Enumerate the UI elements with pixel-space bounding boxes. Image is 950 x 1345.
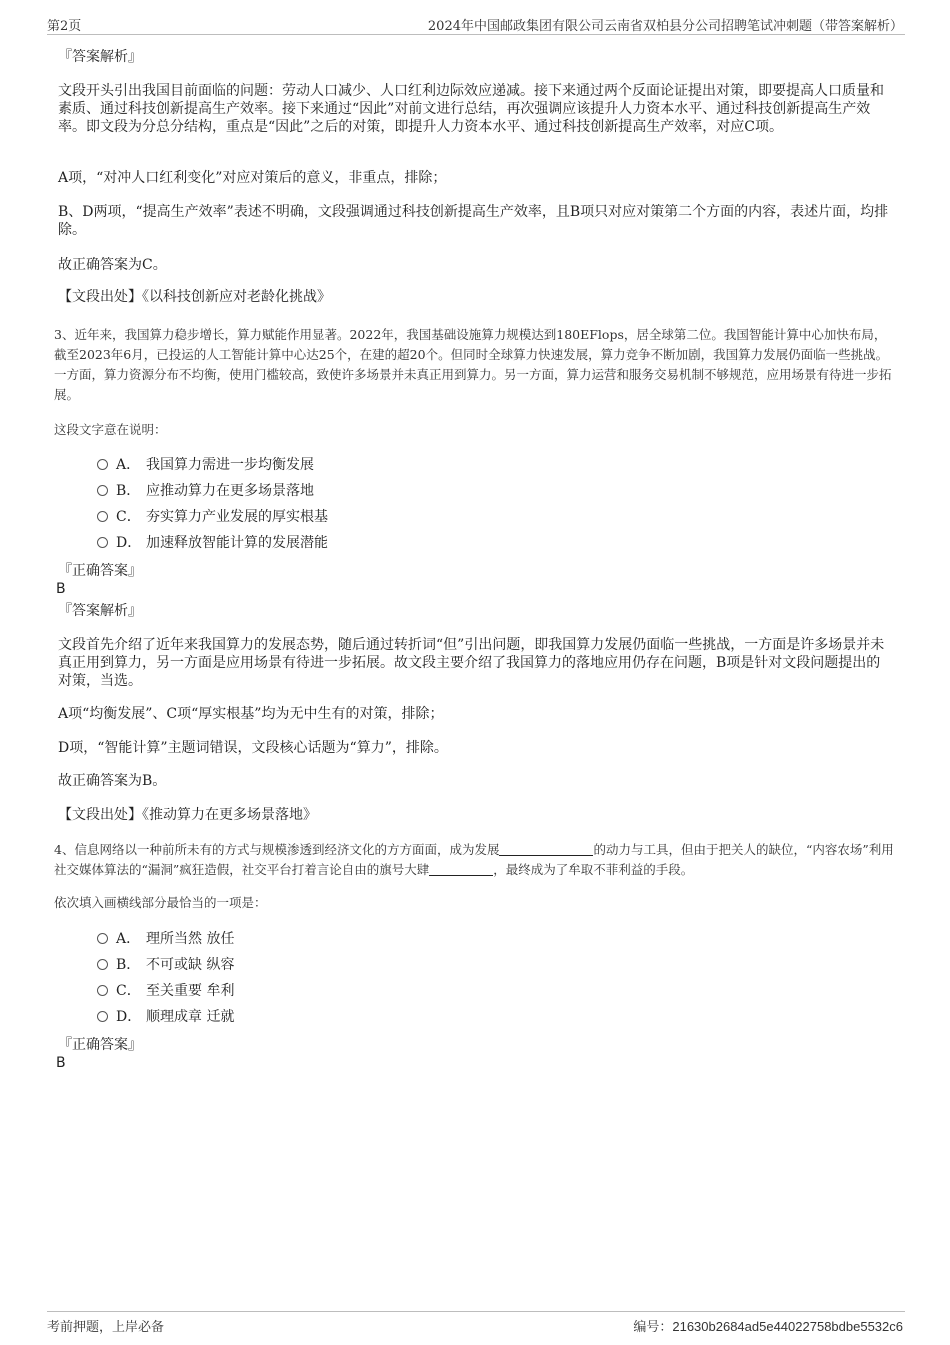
q4-question: 依次填入画横线部分最恰当的一项是： <box>54 895 267 910</box>
q3-analysis-paragraph-2: A项“均衡发展”、C项“厚实根基”均为无中生有的对策，排除； <box>58 706 444 722</box>
q4-blank-2 <box>429 862 493 876</box>
q4-stem: 4、信息网络以一种前所未有的方式与规模渗透到经济文化的方方面面，成为发展 的动力与工具，但由于把关人的缺位，“内容农场”利用社交媒体算法的“漏洞”疯狂造假，社交平台打着言论自由的旗号大肆 ，最终成为了牟取不菲利益的手段。 <box>54 842 894 877</box>
q4-answer-label: 『正确答案』 <box>58 1037 142 1053</box>
q3-option-b[interactable]: B． 应推动算力在更多场景落地 <box>97 482 314 500</box>
document-title: 2024年中国邮政集团有限公司云南省双柏县分公司招聘笔试冲刺题（带答案解析） <box>427 19 903 34</box>
radio-icon[interactable] <box>97 933 108 944</box>
radio-icon[interactable] <box>97 459 108 470</box>
page-number: 第2页 <box>47 19 82 34</box>
q3-analysis-paragraph-4: 故正确答案为B。 <box>58 773 167 789</box>
page-header <box>47 14 905 35</box>
radio-icon[interactable] <box>97 985 108 996</box>
radio-icon[interactable] <box>97 485 108 496</box>
q3-source: 【文段出处】《推动算力在更多场景落地》 <box>58 807 317 823</box>
q3-analysis-label: 『答案解析』 <box>58 603 142 619</box>
q4-option-a[interactable]: A． 理所当然 放任 <box>97 930 234 948</box>
q2-analysis-label: 『答案解析』 <box>58 49 142 65</box>
q3-option-d[interactable]: D． 加速释放智能计算的发展潜能 <box>97 534 328 552</box>
document-code: 编号：21630b2684ad5e44022758bdbe5532c6 <box>633 1319 903 1335</box>
radio-icon[interactable] <box>97 537 108 548</box>
q4-option-c[interactable]: C． 至关重要 牟利 <box>97 982 234 1000</box>
q3-answer-label: 『正确答案』 <box>58 563 142 579</box>
q3-analysis-paragraph-3: D项，“智能计算”主题词错误，文段核心话题为“算力”，排除。 <box>58 740 448 756</box>
q3-question: 这段文字意在说明： <box>54 422 167 437</box>
radio-icon[interactable] <box>97 959 108 970</box>
q3-option-a[interactable]: A． 我国算力需进一步均衡发展 <box>97 456 314 474</box>
q2-source: 【文段出处】《以科技创新应对老龄化挑战》 <box>58 289 331 305</box>
q3-stem: 3、近年来，我国算力稳步增长，算力赋能作用显著。2022年，我国基础设施算力规模达到180EFlops，居全球第二位。我国智能计算中心加快布局，截至2023年6月，已投运的人工智能计算中心达25个，在建的超20个。但同时全球算力快速发展，算力竞争不断加剧，我国算力发展仍面临一些挑战。一方面，算力资源分布不均衡，使用门槛较高，致使许多场景并未真正用到算力。另一方面，算力运营和服务交易机制不够规范，应用场景有待进一步拓展。 <box>54 327 892 402</box>
q2-analysis-paragraph-2: A项，“对冲人口红利变化”对应对策后的意义，非重点，排除； <box>58 170 447 186</box>
q3-option-c[interactable]: C． 夯实算力产业发展的厚实根基 <box>97 508 328 526</box>
page-footer <box>47 1311 905 1338</box>
q4-option-b[interactable]: B． 不可或缺 纵容 <box>97 956 234 974</box>
q3-analysis-paragraph-1: 文段首先介绍了近年来我国算力的发展态势，随后通过转折词“但”引出问题，即我国算力发展仍面临一些挑战，一方面是许多场景并未真正用到算力，另一方面是应用场景有待进一步拓展。故文段主要介绍了我国算力的落地应用仍存在问题，B项是针对文段问题提出的对策，当选。 <box>58 637 885 689</box>
q2-analysis-paragraph-3: B、D两项，“提高生产效率”表述不明确，文段强调通过科技创新提高生产效率，且B项只对应对策第二个方面的内容，表述片面，均排除。 <box>58 204 889 238</box>
footer-slogan: 考前押题，上岸必备 <box>47 1320 165 1335</box>
q4-blank-1 <box>499 842 593 856</box>
q4-answer: B <box>56 1055 66 1071</box>
q4-option-d[interactable]: D． 顺理成章 迁就 <box>97 1008 234 1026</box>
q2-analysis-paragraph-4: 故正确答案为C。 <box>58 257 167 273</box>
q2-analysis-paragraph-1: 文段开头引出我国目前面临的问题：劳动人口减少、人口红利边际效应递减。接下来通过两个反面论证提出对策，即要提高人口质量和素质、通过科技创新提高生产效率。接下来通过“因此”对前文进行总结，再次强调应该提升人力资本水平、通过科技创新提高生产效率。即文段为分总分结构，重点是“因此”之后的对策，即提升人力资本水平、通过科技创新提高生产效率，对应C项。 <box>58 83 884 135</box>
radio-icon[interactable] <box>97 511 108 522</box>
q3-answer: B <box>56 581 66 597</box>
radio-icon[interactable] <box>97 1011 108 1022</box>
